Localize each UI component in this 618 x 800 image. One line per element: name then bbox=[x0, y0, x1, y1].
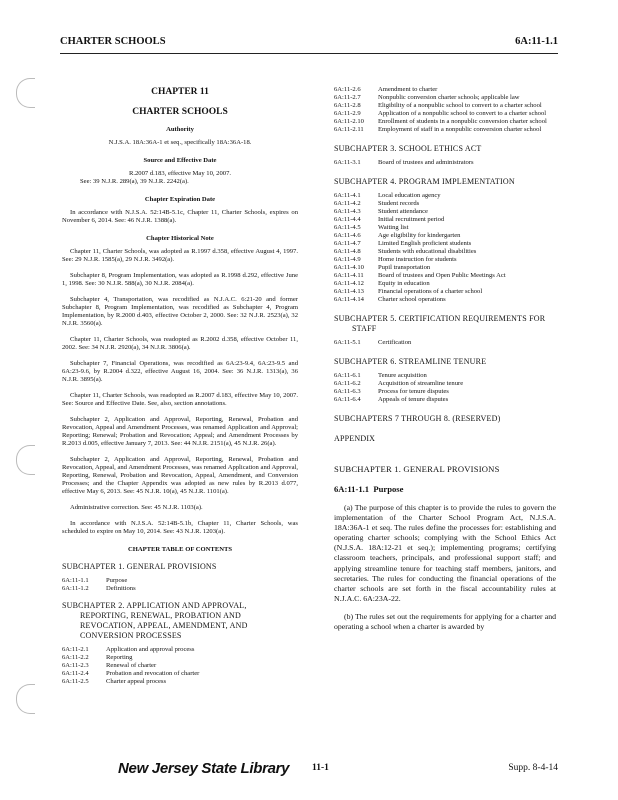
toc-item: 6A:11-3.1 Board of trustees and administrators bbox=[334, 159, 474, 166]
right-column bbox=[334, 86, 556, 632]
expiration-heading: Chapter Expiration Date bbox=[144, 196, 216, 203]
toc-item: 6A:11-2.6 Amendment to charter bbox=[334, 86, 438, 93]
page-number: 11-1 bbox=[312, 763, 329, 773]
binder-hole bbox=[16, 78, 35, 108]
toc-item: 6A:11-2.8 Eligibility of a nonpublic school to convert to a charter school bbox=[334, 102, 542, 109]
toc-item: 6A:11-6.1 Tenure acquisition bbox=[334, 372, 427, 379]
history-note: Chapter 11, Charter Schools, was adopted as R.1997 d.358, effective August 4, 1997. See: 29 N.J.R. 1585(a), 29 N.J.R. 3492(a). bbox=[62, 248, 298, 263]
toc-item: 6A:11-5.1 Certification bbox=[334, 339, 412, 346]
header-title: CHARTER SCHOOLS bbox=[60, 36, 166, 47]
history-note: Subchapter 2, Application and Approval, Reporting, Renewal, Probation and Revocation, Appeal and Amendment Processes, was renamed Application and Approval; Reporting; Renewal; Probation and Revocation; Appeal; and Amendment Processes by R.2013 d.005, effective January 7, 2013. See: 44 N.J.R. 2151(a), 45 N.J.R. 26(a). bbox=[62, 416, 298, 447]
subchapter-heading: SUBCHAPTER 5. CERTIFICATION REQUIREMENTS FOR bbox=[334, 314, 546, 323]
section-number: 6A:11-1.1 bbox=[334, 484, 370, 494]
toc-item: 6A:11-6.3 Process for tenure disputes bbox=[334, 388, 449, 395]
section-heading bbox=[334, 484, 556, 495]
authority-heading: Authority bbox=[166, 126, 194, 133]
toc-heading: CHAPTER TABLE OF CONTENTS bbox=[127, 546, 233, 553]
subchapter-heading-line: REVOCATION, APPEAL, AMENDMENT, AND bbox=[80, 621, 248, 630]
subchapter-heading: SUBCHAPTER 1. GENERAL PROVISIONS bbox=[334, 464, 500, 474]
history-note: Administrative correction. See: 45 N.J.R. 1103(a). bbox=[70, 504, 203, 511]
toc-item: 6A:11-4.11 Board of trustees and Open Public Meetings Act bbox=[334, 272, 506, 279]
history-note: Chapter 11, Charter Schools, was readopted as R.2002 d.358, effective October 11, 2002. See: 34 N.J.R. 2920(a), 34 N.J.R. 3806(a). bbox=[62, 336, 298, 351]
expiration-text: In accordance with N.J.S.A. 52:14B-5.1c, Chapter 11, Charter Schools, expires on November 6, 2014. See: 46 N.J.R. 1388(a). bbox=[62, 209, 298, 224]
toc-item: 6A:11-1.1 Purpose bbox=[62, 577, 128, 584]
history-note: Subchapter 4, Transportation, was recodified as N.J.A.C. 6:21-20 and former Subchapter 8, Program Implementation, was recodified as Subchapter 4, Program Implementation, by R.2000 d.403, effective October 2, 2000. See: 32 N.J.R. 2523(a), 32 N.J.R. 3560(a). bbox=[62, 296, 298, 327]
subchapter-heading-line: STAFF bbox=[352, 324, 377, 333]
history-heading: Chapter Historical Note bbox=[146, 235, 214, 242]
subchapter-heading: SUBCHAPTER 6. STREAMLINE TENURE bbox=[334, 357, 487, 366]
toc-item: 6A:11-4.10 Pupil transportation bbox=[334, 264, 431, 271]
toc-item: 6A:11-4.2 Student records bbox=[334, 200, 420, 207]
subchapter-heading: SUBCHAPTERS 7 THROUGH 8. (RESERVED) bbox=[334, 414, 501, 423]
toc-item: 6A:11-4.9 Home instruction for students bbox=[334, 256, 457, 263]
subchapter-heading-line: REPORTING, RENEWAL, PROBATION AND bbox=[80, 611, 242, 620]
paragraph-a: (a) The purpose of this chapter is to provide the rules to govern the implementation of the Charter School Program Act, N.J.S.A. 18A:36A-1 et seq. The rules define the processes for: establishing and operating charter schools; complying with the School Ethics Act (N.J.S.A. 18A:12-21 et seq.); implementing programs; certifying classroom teachers, principals, and professional support staff; and applying streamline tenure for teaching staff members, janitors, and secretaries. The rules for conducting the financial operations of the charter schools are set forth in the fiscal accountability rules at N.J.A.C. 6A:23A-22. bbox=[334, 503, 556, 603]
header-rule bbox=[60, 53, 558, 54]
toc-item: 6A:11-4.5 Waiting list bbox=[334, 224, 409, 231]
paragraph-b: (b) The rules set out the requirements for applying for a charter and operating a school when a charter is awarded by bbox=[334, 611, 556, 632]
left-column bbox=[62, 86, 298, 686]
history-note: Subchapter 2, Application and Approval, Reporting, Renewal, Probation and Revocation, Appeal, and Amendment Processes, was renamed Application and Approval, Reporting, Renewal, Probation and Revocation, Appeal, Amendment, and Conversion Processes; and the Chapter Appendix was adopted as new rules by R.2013 d.077, effective May 6, 2013. See: 45 N.J.R. 10(a), 45 N.J.R. 1101(a). bbox=[62, 456, 298, 495]
history-note: Subchapter 8, Program Implementation, was adopted as R.1998 d.292, effective June 1, 1998. See: 30 N.J.R. 588(a), 30 N.J.R. 2084(a). bbox=[62, 272, 298, 287]
toc-item: 6A:11-4.1 Local education agency bbox=[334, 192, 441, 199]
history-note: Chapter 11, Charter Schools, was readopted as R.2007 d.183, effective May 10, 2007. See: Source and Effective Date. See, also, section annotations. bbox=[62, 392, 298, 407]
header-section: 6A:11-1.1 bbox=[515, 36, 558, 47]
toc-item: 6A:11-6.4 Appeals of tenure disputes bbox=[334, 396, 449, 403]
toc-item: 6A:11-4.6 Age eligibility for kindergarten bbox=[334, 232, 461, 239]
running-header bbox=[60, 36, 558, 52]
toc-item: 6A:11-2.7 Nonpublic conversion charter schools; applicable law bbox=[334, 94, 520, 101]
source-line: See: 39 N.J.R. 289(a), 39 N.J.R. 2242(a). bbox=[80, 178, 189, 185]
authority-text: N.J.S.A. 18A:36A-1 et seq., specifically 18A:36A-18. bbox=[108, 139, 252, 146]
subchapter-heading: SUBCHAPTER 3. SCHOOL ETHICS ACT bbox=[334, 144, 482, 153]
toc-item: 6A:11-1.2 Definitions bbox=[62, 585, 136, 592]
subchapter-heading-line: CONVERSION PROCESSES bbox=[80, 631, 182, 640]
source-heading: Source and Effective Date bbox=[143, 157, 217, 164]
appendix-heading: APPENDIX bbox=[334, 434, 376, 443]
subchapter-heading: SUBCHAPTER 4. PROGRAM IMPLEMENTATION bbox=[334, 177, 515, 186]
toc-item: 6A:11-4.3 Student attendance bbox=[334, 208, 428, 215]
history-note: In accordance with N.J.S.A. 52:14B-5.1b, Chapter 11, Charter Schools, was scheduled to expire on May 10, 2014. See: 43 N.J.R. 1203(a). bbox=[62, 520, 298, 535]
supplement-date: Supp. 8-4-14 bbox=[508, 763, 558, 773]
toc-item: 6A:11-2.2 Reporting bbox=[62, 654, 133, 661]
history-note: Subchapter 7, Financial Operations, was recodified as 6A:23-9.4, 6A:23-9.5 and 6A:23-9.6, by R.2004 d.322, effective August 16, 2004. See: 36 N.J.R. 1313(a), 36 N.J.R. 3895(a). bbox=[62, 360, 298, 383]
toc-item: 6A:11-4.12 Equity in education bbox=[334, 280, 430, 287]
toc-item: 6A:11-4.14 Charter school operations bbox=[334, 296, 446, 303]
toc-item: 6A:11-2.5 Charter appeal process bbox=[62, 678, 167, 685]
section-title: Purpose bbox=[373, 484, 404, 494]
subchapter-heading: SUBCHAPTER 2. APPLICATION AND APPROVAL, bbox=[62, 601, 247, 610]
binder-hole bbox=[16, 684, 35, 714]
subchapter-heading: SUBCHAPTER 1. GENERAL PROVISIONS bbox=[62, 562, 217, 571]
chapter-title: CHARTER SCHOOLS bbox=[132, 107, 228, 117]
library-stamp: New Jersey State Library bbox=[118, 760, 290, 777]
toc-item: 6A:11-2.9 Application of a nonpublic school to convert to a charter school bbox=[334, 110, 547, 117]
toc-item: 6A:11-2.10 Enrollment of students in a nonpublic conversion charter school bbox=[334, 118, 547, 125]
toc-item: 6A:11-2.11 Employment of staff in a nonpublic conversion charter school bbox=[334, 126, 542, 133]
toc-item: 6A:11-2.1 Application and approval process bbox=[62, 646, 195, 653]
toc-item: 6A:11-4.4 Initial recruitment period bbox=[334, 216, 445, 223]
toc-item: 6A:11-2.3 Renewal of charter bbox=[62, 662, 157, 669]
binder-hole bbox=[16, 445, 35, 475]
source-line: R.2007 d.183, effective May 10, 2007. bbox=[128, 170, 232, 177]
chapter-number: CHAPTER 11 bbox=[151, 87, 209, 97]
page-footer bbox=[0, 760, 618, 784]
toc-item: 6A:11-4.8 Students with educational disabilities bbox=[334, 248, 477, 255]
toc-item: 6A:11-6.2 Acquisition of streamline tenure bbox=[334, 380, 464, 387]
toc-item: 6A:11-4.7 Limited English proficient students bbox=[334, 240, 472, 247]
toc-item: 6A:11-2.4 Probation and revocation of charter bbox=[62, 670, 200, 677]
toc-item: 6A:11-4.13 Financial operations of a charter school bbox=[334, 288, 483, 295]
